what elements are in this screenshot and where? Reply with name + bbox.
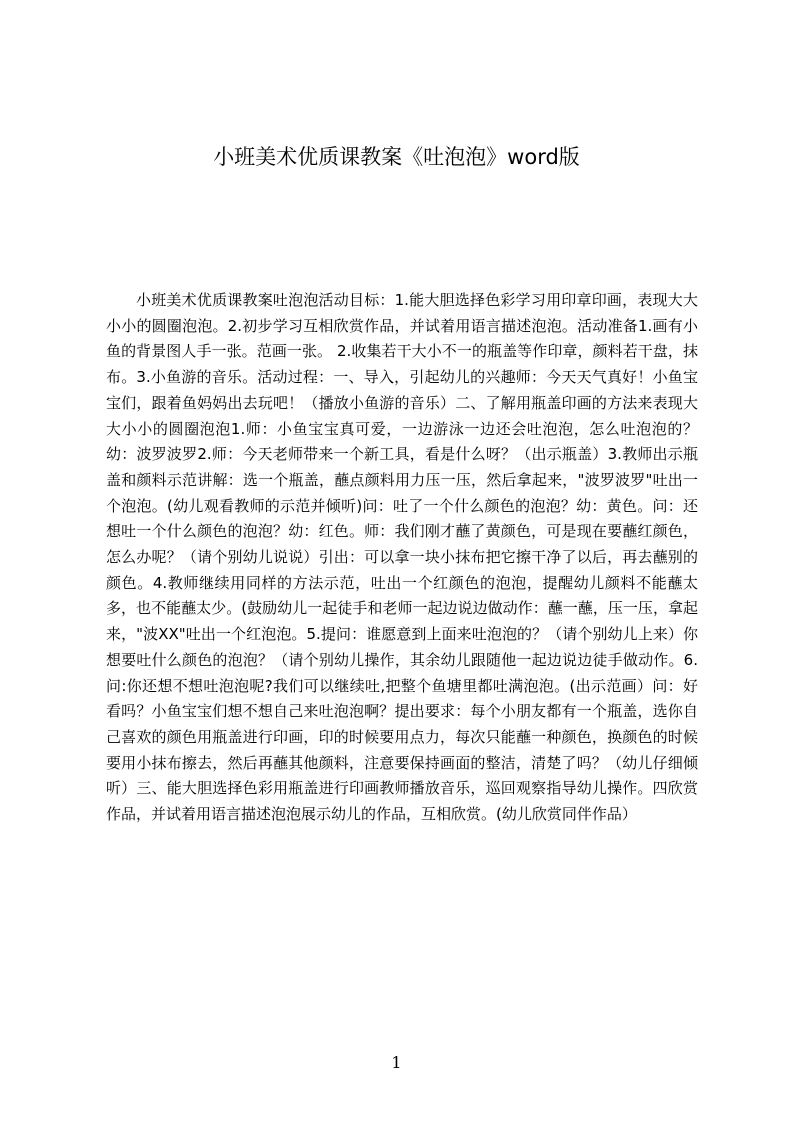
document-body-paragraph: 小班美术优质课教案吐泡泡活动目标：1.能大胆选择色彩学习用印章印画，表现大大小小的圆圈泡泡。2.初步学习互相欣赏作品，并试着用语言描述泡泡。活动准备1.画有小鱼的背景图人手一张。范画一张。 2.收集若干大小不一的瓶盖等作印章，颜料若干盘，抹布。3.小鱼游的音乐。活动过程：一、导入，引起幼儿的兴趣师：今天天气真好！小鱼宝宝们，跟着鱼妈妈出去玩吧！（播放小鱼游的音乐）二、了解用瓶盖印画的方法来表现大大小小的圆圈泡泡1.师：小鱼宝宝真可爱，一边游泳一边还会吐泡泡，怎么吐泡泡的？幼：波罗波罗2.师：今天老师带来一个新工具，看是什么呀？（出示瓶盖）3.教师出示瓶盖和颜料示范讲解：选一个瓶盖，蘸点颜料用力压一压，然后拿起来，"波罗波罗"吐出一个泡泡。(幼儿观看教师的示范并倾听)问：吐了一个什么颜色的泡泡？幼：黄色。问：还想吐一个什么颜色的泡泡？幼：红色。师：我们刚才蘸了黄颜色，可是现在要蘸红颜色，怎么办呢？（请个别幼儿说说）引出：可以拿一块小抹布把它擦干净了以后，再去蘸别的颜色。4.教师继续用同样的方法示范，吐出一个红颜色的泡泡，提醒幼儿颜料不能蘸太多，也不能蘸太少。(鼓励幼儿一起徒手和老师一起边说边做动作：蘸一蘸，压一压，拿起来，"波XX"吐出一个红泡泡。5.提问：谁愿意到上面来吐泡泡的？（请个别幼儿上来）你想要吐什么颜色的泡泡？（请个别幼儿操作，其余幼儿跟随他一起边说边徒手做动作。6.问:你还想不想吐泡泡呢?我们可以继续吐,把整个鱼塘里都吐满泡泡。(出示范画）问：好看吗？小鱼宝宝们想不想自己来吐泡泡啊？提出要求：每个小朋友都有一个瓶盖，选你自己喜欢的颜色用瓶盖进行印画，印的时候要用点力，每次只能蘸一种颜色，换颜色的时候要用小抹布擦去，然后再蘸其他颜料，注意要保持画面的整洁，清楚了吗？（幼儿仔细倾听）三、能大胆选择色彩用瓶盖进行印画教师播放音乐，巡回观察指导幼儿操作。四欣赏作品，并试着用语言描述泡泡展示幼儿的作品，互相欣赏。(幼儿欣赏同伴作品） [106,291,698,824]
document-title: 小班美术优质课教案《吐泡泡》word版 [213,145,580,169]
page-number: 1 [391,1053,402,1072]
